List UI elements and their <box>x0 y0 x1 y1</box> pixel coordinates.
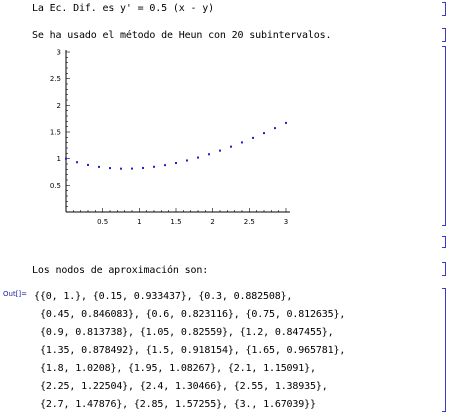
ode-equation-text: La Ec. Dif. es y' = 0.5 (x - y) <box>32 3 214 14</box>
y-tick-label: 1.5 <box>49 128 61 137</box>
y-tick-label: 3 <box>56 48 61 57</box>
cell-bracket-output[interactable] <box>442 288 446 412</box>
result-line-7: {2.7, 1.47876}, {2.85, 1.57255}, {3., 1.67039}} <box>40 399 316 410</box>
data-point <box>120 168 122 170</box>
approximation-scatter-plot <box>28 44 298 234</box>
cell-bracket-nodes[interactable] <box>442 262 446 276</box>
data-point <box>164 164 166 166</box>
data-point <box>285 122 287 124</box>
cell-bracket-method[interactable] <box>442 28 446 42</box>
x-tick-label: 1.5 <box>170 218 182 226</box>
data-point <box>87 164 89 166</box>
result-line-1: {{0, 1.}, {0.15, 0.933437}, {0.3, 0.882508}, <box>34 291 293 302</box>
x-tick-label: 0.5 <box>97 218 109 226</box>
y-tick-label: 2.5 <box>49 75 61 84</box>
cell-bracket-graphics[interactable] <box>442 46 446 226</box>
method-description-text: Se ha usado el método de Heun con 20 subintervalos. <box>32 30 332 41</box>
data-point <box>252 137 254 139</box>
result-line-3: {0.9, 0.813738}, {1.05, 0.82559}, {1.2, 0.847455}, <box>40 327 334 338</box>
plot-points <box>65 122 287 170</box>
nodes-heading-text: Los nodos de aproximación son: <box>32 265 209 276</box>
data-point <box>153 166 155 168</box>
data-point <box>241 141 243 143</box>
result-line-6: {2.25, 1.22504}, {2.4, 1.30466}, {2.55, 1.38935}, <box>40 381 328 392</box>
data-point <box>274 127 276 129</box>
result-line-4: {1.35, 0.878492}, {1.5, 0.918154}, {1.65, 0.965781}, <box>40 345 346 356</box>
data-point <box>186 159 188 161</box>
x-tick-label: 1 <box>137 218 142 226</box>
y-tick-label: 2 <box>56 101 61 110</box>
result-line-2: {0.45, 0.846083}, {0.6, 0.823116}, {0.75, 0.812635}, <box>40 309 346 320</box>
x-tick-label: 3 <box>283 218 289 226</box>
output-prompt-label: Out[]= <box>3 290 28 298</box>
plot-axes <box>66 50 290 212</box>
x-tick-label: 2.5 <box>243 218 255 226</box>
data-point <box>230 146 232 148</box>
cell-bracket-ode[interactable] <box>442 2 446 16</box>
data-point <box>142 167 144 169</box>
y-tick-label: 0.5 <box>49 181 61 190</box>
data-point <box>76 161 78 163</box>
data-point <box>131 168 133 170</box>
data-point <box>98 166 100 168</box>
data-point <box>65 158 67 160</box>
result-line-5: {1.8, 1.0208}, {1.95, 1.08267}, {2.1, 1.15091}, <box>40 363 316 374</box>
data-point <box>263 132 265 134</box>
x-tick-label: 2 <box>210 218 215 226</box>
y-tick-label: 1 <box>56 155 61 164</box>
data-point <box>219 150 221 152</box>
data-point <box>175 162 177 164</box>
data-point <box>197 157 199 159</box>
data-point <box>208 153 210 155</box>
cell-bracket-group[interactable] <box>442 236 446 248</box>
data-point <box>109 167 111 169</box>
